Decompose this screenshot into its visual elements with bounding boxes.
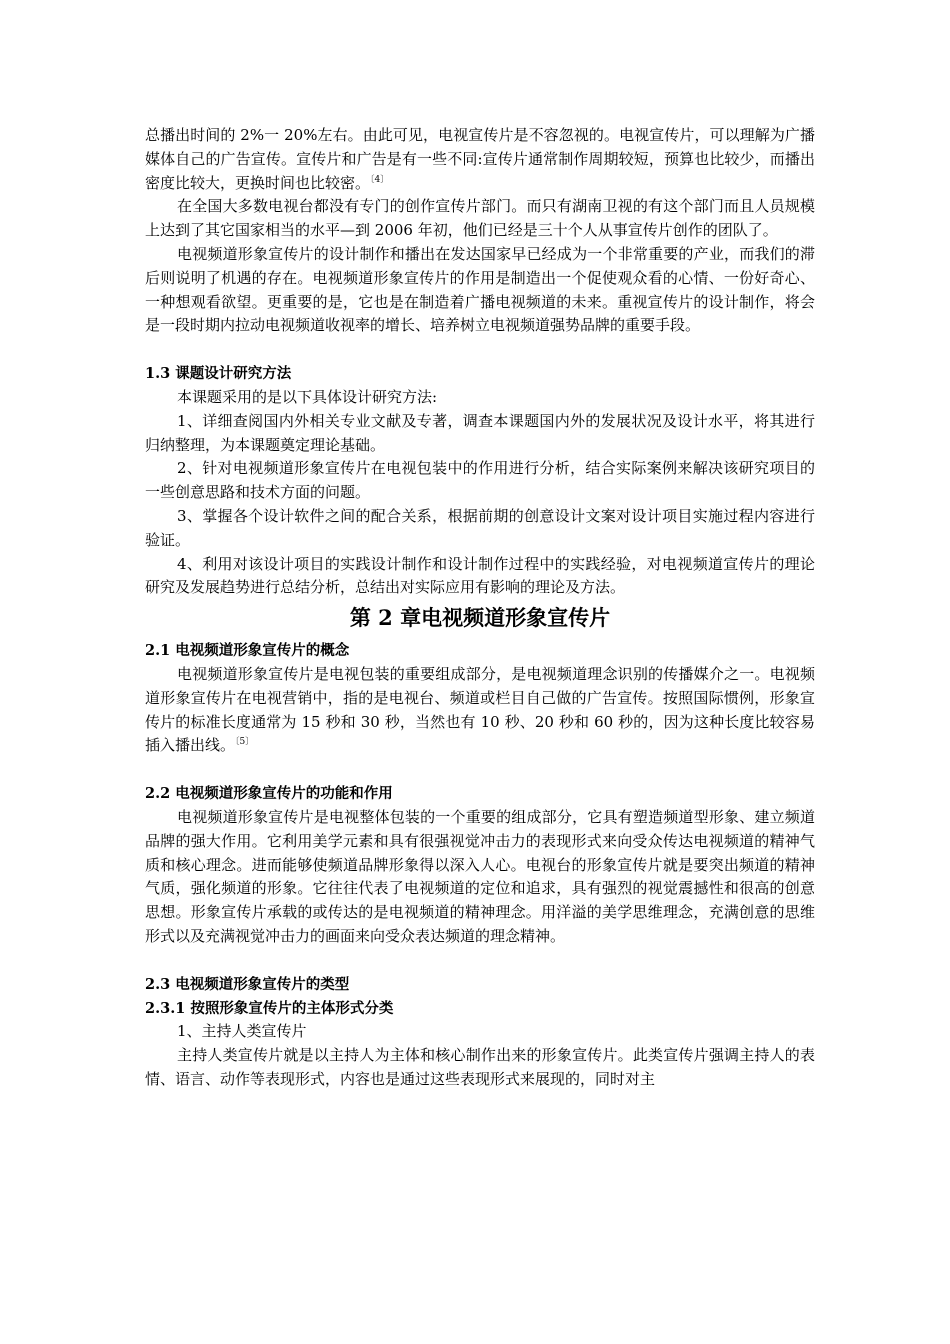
method-item-1: 1、详细查阅国内外相关专业文献及专著，调查本课题国内外的发展状况及设计水平，将其进行归纳整理，为本课题奠定理论基础。 xyxy=(145,411,815,454)
chapter-2-title: 第 2 章电视频道形象宣传片 xyxy=(349,605,611,631)
paragraph-text: 总播出时间的 2%一 20%左右。由此可见，电视宣传片是不容忽视的。电视宣传片，可以理解为广播媒体自己的广告宣传。宣传片和广告是有一些不同:宣传片通常制作周期较短，预算也比较少，而播出密度比较大，更换时间也比较密。 xyxy=(145,126,815,192)
paragraph-host-promo: 主持人类宣传片就是以主持人为主体和核心制作出来的形象宣传片。此类宣传片强调主持人的表情、语言、动作等表现形式，内容也是通过这些表现形式来展现的，同时对主 xyxy=(145,1046,815,1088)
method-item-2: 2、针对电视频道形象宣传片在电视包装中的作用进行分析，结合实际案例来解决该研究项目的一些创意思路和技术方面的问题。 xyxy=(145,459,815,502)
document-page xyxy=(145,124,815,1092)
method-item-4: 4、利用对该设计项目的实践设计制作和设计制作过程中的实践经验，对电视频道宣传片的理论研究及发展趋势进行总结分析，总结出对实际应用有影响的理论及方法。 xyxy=(145,554,815,597)
paragraph-text: 电视频道形象宣传片是电视包装的重要组成部分，是电视频道理念识别的传播媒介之一。电视频道形象宣传片在电视营销中，指的是电视台、频道或栏目自己做的广告宣传。按照国际惯例，形象宣传片的标准长度通常为 15 秒和 30 秒，当然也有 10 秒、20 秒和 60 秒的，因为这种长度比较容易插入播出线。 xyxy=(145,664,815,755)
section-heading-2-3: 2.3 电视频道形象宣传片的类型 xyxy=(145,975,350,993)
spacer xyxy=(145,758,815,782)
paragraph-broadcast-ratio xyxy=(145,124,815,195)
section-heading-2-3-1: 2.3.1 按照形象宣传片的主体形式分类 xyxy=(145,999,394,1017)
methods-intro: 本课题采用的是以下具体设计研究方法: xyxy=(177,387,438,406)
paragraph-function: 电视频道形象宣传片是电视整体包装的一个重要的组成部分，它具有塑造频道型形象、建立频道品牌的强大作用。它利用美学元素和具有很强视觉冲击力的表现形式来向受众传达电视频道的精神气质和核心理念。进而能够使频道品牌形象得以深入人心。电视台的形象宣传片就是要突出频道的精神气质，强化频道的形象。它往往代表了电视频道的定位和追求，具有强烈的视觉震撼性和很高的创意思想。形象宣传片承载的或传达的是电视频道的精神理念。用洋溢的美学思维理念，充满创意的思维形式以及充满视觉冲击力的画面来向受众表达频道的理念精神。 xyxy=(145,807,815,945)
citation-ref-4: 〔4〕 xyxy=(370,174,390,185)
method-item-3: 3、掌握各个设计软件之间的配合关系，根据前期的创意设计文案对设计项目实施过程内容进行验证。 xyxy=(145,506,815,549)
paragraph-industry-importance: 电视频道形象宣传片的设计制作和播出在发达国家早已经成为一个非常重要的产业，而我们的滞后则说明了机遇的存在。电视频道形象宣传片的作用是制造出一个促使观众看的心情、一份好奇心、一种想观看欲望。更重要的是，它也是在制造着广播电视频道的未来。重视宣传片的设计制作，将会是一段时期内拉动电视频道收视率的增长、培养树立电视频道强势品牌的重要手段。 xyxy=(145,244,815,335)
list-item-host-promo: 1、主持人类宣传片 xyxy=(177,1022,307,1041)
spacer xyxy=(145,949,815,973)
spacer xyxy=(145,338,815,362)
section-heading-2-1: 2.1 电视频道形象宣传片的概念 xyxy=(145,642,350,660)
paragraph-concept xyxy=(145,663,815,758)
section-heading-2-2: 2.2 电视频道形象宣传片的功能和作用 xyxy=(145,785,393,803)
paragraph-hunan-tv: 在全国大多数电视台都没有专门的创作宣传片部门。而只有湖南卫视的有这个部门而且人员规模上达到了其它国家相当的水平—到 2006 年初，他们已经是三十个人从事宣传片创作的团队了。 xyxy=(145,197,815,240)
citation-ref-5: 〔5〕 xyxy=(235,737,255,748)
section-heading-1-3: 1.3 课题设计研究方法 xyxy=(145,365,292,383)
